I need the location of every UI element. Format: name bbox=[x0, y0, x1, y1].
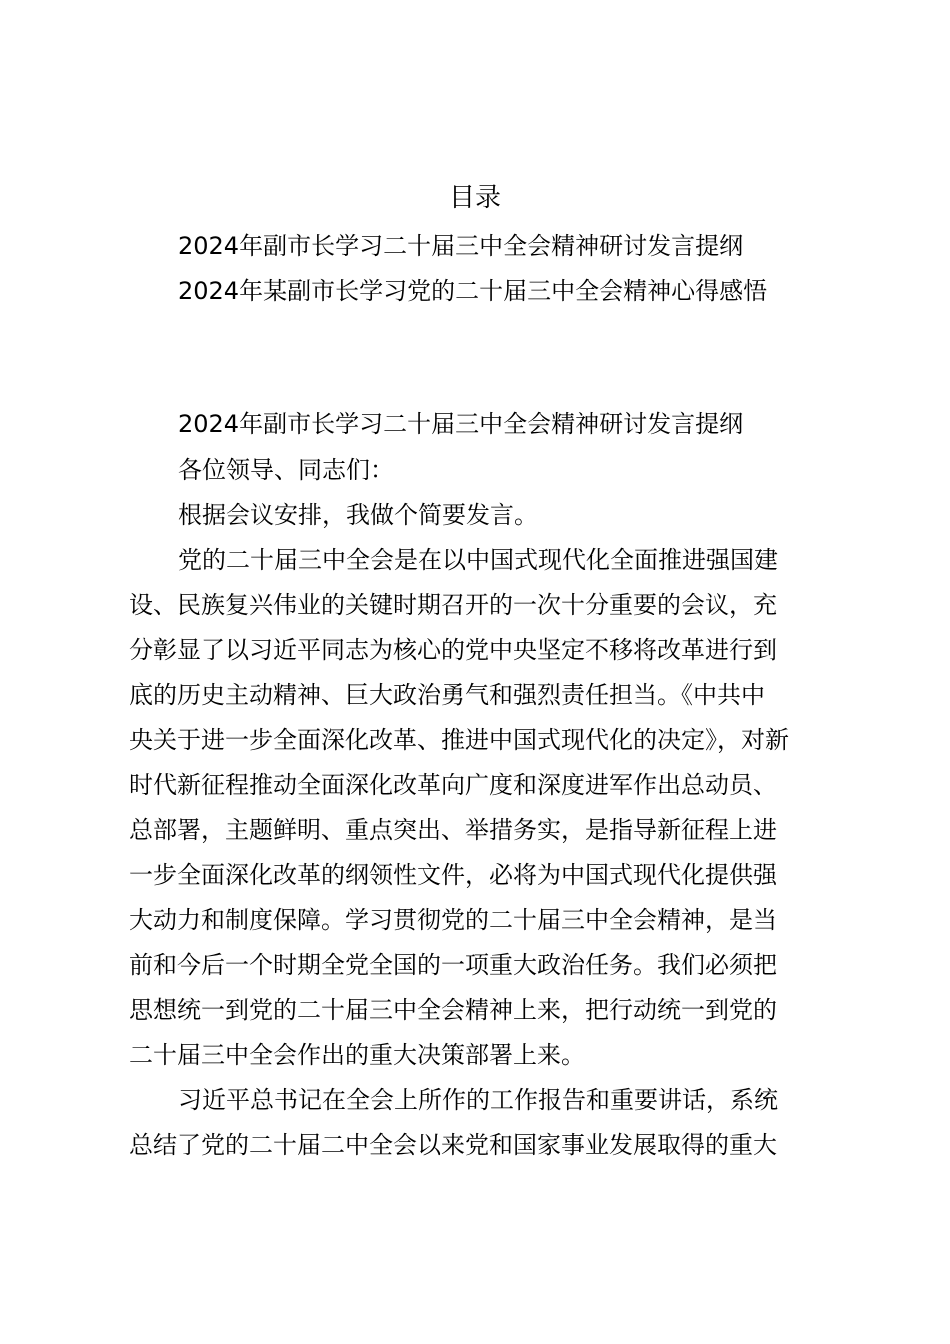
paragraph-line: 大动力和制度保障。学习贯彻党的二十届三中全会精神，是当 bbox=[129, 906, 777, 934]
paragraph-line: 二十届三中全会作出的重大决策部署上来。 bbox=[129, 1041, 585, 1069]
paragraph-line: 思想统一到党的二十届三中全会精神上来，把行动统一到党的 bbox=[129, 996, 777, 1024]
paragraph-line: 总结了党的二十届二中全会以来党和国家事业发展取得的重大 bbox=[129, 1131, 777, 1159]
paragraph-line: 习近平总书记在全会上所作的工作报告和重要讲话，系统 bbox=[178, 1086, 778, 1114]
paragraph-line: 前和今后一个时期全党全国的一项重大政治任务。我们必须把 bbox=[129, 951, 777, 979]
toc-item-2: 2024年某副市长学习党的二十届三中全会精神心得感悟 bbox=[178, 277, 768, 305]
paragraph-line: 总部署，主题鲜明、重点突出、举措务实，是指导新征程上进 bbox=[129, 816, 777, 844]
toc-title: 目录 bbox=[448, 183, 501, 213]
opening-line: 根据会议安排，我做个简要发言。 bbox=[178, 501, 538, 529]
salutation: 各位领导、同志们： bbox=[178, 456, 394, 484]
paragraph-line: 一步全面深化改革的纲领性文件，必将为中国式现代化提供强 bbox=[129, 861, 777, 889]
paragraph-line: 党的二十届三中全会是在以中国式现代化全面推进强国建 bbox=[178, 546, 778, 574]
paragraph-line: 设、民族复兴伟业的关键时期召开的一次十分重要的会议，充 bbox=[129, 591, 777, 619]
paragraph-line: 底的历史主动精神、巨大政治勇气和强烈责任担当。《中共中 bbox=[129, 681, 765, 709]
paragraph-line: 央关于进一步全面深化改革、推进中国式现代化的决定》，对新 bbox=[129, 726, 789, 754]
paragraph-line: 时代新征程推动全面深化改革向广度和深度进军作出总动员、 bbox=[129, 771, 777, 799]
paragraph-line: 分彰显了以习近平同志为核心的党中央坚定不移将改革进行到 bbox=[129, 636, 777, 664]
article-title: 2024年副市长学习二十届三中全会精神研讨发言提纲 bbox=[178, 410, 744, 438]
toc-item-1: 2024年副市长学习二十届三中全会精神研讨发言提纲 bbox=[178, 232, 744, 260]
